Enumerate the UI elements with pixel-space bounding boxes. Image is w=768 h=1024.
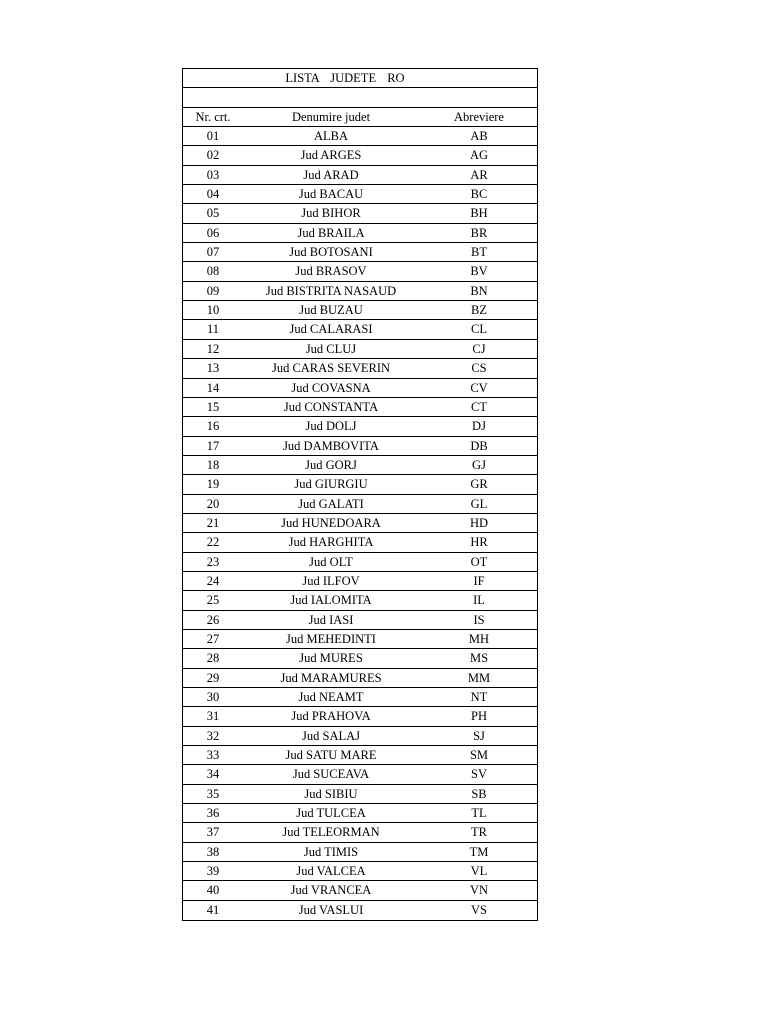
row-nr: 06 [206,225,220,240]
row-county-name: Jud DAMBOVITA [283,438,379,453]
row-county-name: Jud DOLJ [305,419,357,434]
row-abbreviation: OT [470,554,488,569]
table-row [183,843,537,862]
row-nr: 16 [206,419,220,434]
row-nr: 08 [206,264,220,279]
row-nr: 02 [206,148,220,163]
row-abbreviation: MS [469,651,489,666]
table-row [183,727,537,746]
row-county-name: Jud BOTOSANI [289,245,373,260]
row-county-name: Jud BRASOV [295,264,367,279]
table-row [183,437,537,456]
row-abbreviation: BH [470,206,488,221]
row-abbreviation: BV [470,264,488,279]
row-nr: 27 [206,631,220,646]
header-name: Denumire judet [291,109,371,124]
table-row [183,243,537,262]
row-abbreviation: DJ [472,419,486,434]
row-abbreviation: TM [469,844,489,859]
row-nr: 24 [206,573,220,588]
row-abbreviation: SJ [473,728,485,743]
row-nr: 18 [206,457,220,472]
row-county-name: Jud ARGES [300,148,362,163]
row-nr: 25 [206,593,220,608]
row-abbreviation: BN [470,283,488,298]
row-county-name: Jud ARAD [303,167,359,182]
row-nr: 13 [206,361,220,376]
row-abbreviation: CT [471,399,487,414]
row-nr: 19 [206,477,220,492]
row-county-name: Jud ILFOV [302,573,360,588]
table-row [183,553,537,572]
row-abbreviation: SB [471,786,487,801]
row-county-name: Jud HARGHITA [288,535,374,550]
spacer-row [183,88,537,107]
row-nr: 28 [206,651,220,666]
row-county-name: Jud SATU MARE [285,748,377,763]
row-county-name: Jud BACAU [298,187,364,202]
row-abbreviation: HR [470,535,488,550]
row-abbreviation: BT [471,245,487,260]
table-row [183,823,537,842]
row-county-name: Jud MEHEDINTI [286,631,376,646]
row-county-name: Jud IASI [308,612,354,627]
row-county-name: Jud SUCEAVA [292,767,370,782]
row-county-name: Jud GIURGIU [294,477,368,492]
row-abbreviation: MH [468,631,490,646]
row-county-name: Jud CALARASI [289,322,373,337]
table-row [183,495,537,514]
row-county-name: ALBA [313,129,349,144]
row-nr: 04 [206,187,220,202]
table-row [183,901,537,920]
row-abbreviation: AG [469,148,489,163]
row-nr: 12 [206,341,220,356]
row-nr: 34 [206,767,220,782]
row-county-name: Jud CONSTANTA [283,399,379,414]
table-row [183,301,537,320]
table-title-row [183,69,537,88]
row-abbreviation: MM [467,670,491,685]
table-row [183,514,537,533]
row-nr: 29 [206,670,220,685]
table-row [183,669,537,688]
row-nr: 32 [206,728,220,743]
table-row [183,166,537,185]
table-row [183,320,537,339]
row-county-name: Jud GORJ [305,457,357,472]
row-county-name: Jud MURES [299,651,363,666]
row-abbreviation: BR [470,225,488,240]
row-county-name: Jud VALCEA [296,864,366,879]
row-abbreviation: VN [469,883,489,898]
row-nr: 03 [206,167,220,182]
row-county-name: Jud TIMIS [303,844,359,859]
table-row [183,398,537,417]
row-county-name: Jud NEAMT [298,690,364,704]
row-abbreviation: DB [470,438,488,453]
table-row [183,146,537,165]
header-abbr: Abreviere [454,109,504,124]
row-abbreviation: SV [471,767,487,782]
row-nr: 20 [206,496,220,511]
row-county-name: Jud GALATI [298,496,364,511]
table-row [183,862,537,881]
row-nr: 21 [206,515,220,530]
row-county-name: Jud MARAMURES [280,670,382,685]
row-county-name: Jud VRANCEA [290,883,372,898]
table-row [183,456,537,475]
row-nr: 39 [206,864,220,879]
table-row [183,611,537,630]
row-nr: 11 [206,322,220,337]
row-nr: 15 [206,399,220,414]
row-abbreviation: GJ [472,457,486,472]
table-row [183,475,537,494]
row-nr: 05 [206,206,220,221]
row-abbreviation: NT [470,690,488,704]
row-abbreviation: GR [470,477,488,492]
table-row [183,572,537,591]
row-county-name: Jud SIBIU [304,786,358,801]
table-row [183,881,537,900]
row-abbreviation: TL [471,806,487,821]
table-row [183,765,537,784]
row-nr: 41 [206,902,220,917]
row-nr: 07 [206,245,220,260]
row-county-name: Jud COVASNA [291,380,371,395]
row-abbreviation: TR [471,825,487,840]
table-row [183,262,537,281]
row-county-name: Jud CARAS SEVERIN [271,361,391,376]
header-row [183,108,537,127]
row-county-name: Jud OLT [309,554,353,569]
row-county-name: Jud TELEORMAN [282,825,380,840]
row-nr: 33 [206,748,220,763]
row-nr: 10 [206,303,220,318]
table-row [183,630,537,649]
row-abbreviation: HD [469,515,489,530]
table-row [183,649,537,668]
row-nr: 31 [206,709,220,724]
table-row [183,804,537,823]
table-row [183,379,537,398]
table-row [183,417,537,436]
row-nr: 09 [206,283,220,298]
table-row [183,591,537,610]
row-abbreviation: VL [470,864,488,879]
header-nr: Nr. crt. [195,109,231,124]
row-county-name: Jud BISTRITA NASAUD [265,283,397,298]
table-row [183,707,537,726]
row-abbreviation: IS [473,612,485,627]
table-row [183,127,537,146]
row-abbreviation: IF [473,573,485,588]
row-county-name: Jud PRAHOVA [291,709,371,724]
table-row [183,688,537,707]
row-nr: 30 [206,690,220,704]
table-row [183,340,537,359]
row-county-name: Jud TULCEA [296,806,366,821]
table-row [183,746,537,765]
row-abbreviation: BC [470,187,488,202]
row-nr: 17 [206,438,220,453]
table-row [183,533,537,552]
row-abbreviation: IL [473,593,485,608]
table-row [183,282,537,301]
row-county-name: Jud BUZAU [299,303,363,318]
row-county-name: Jud VASLUI [298,902,364,917]
row-county-name: Jud BRAILA [297,225,365,240]
row-abbreviation: CJ [472,341,486,356]
row-county-name: Jud IALOMITA [290,593,372,608]
table-row [183,224,537,243]
row-nr: 36 [206,806,220,821]
row-abbreviation: SM [469,748,489,763]
row-abbreviation: AB [470,129,488,144]
table-row [183,785,537,804]
row-county-name: Jud CLUJ [305,341,357,356]
row-nr: 37 [206,825,220,840]
row-county-name: Jud SALAJ [302,728,360,743]
table-row [183,359,537,378]
table-row [183,204,537,223]
row-abbreviation: AR [470,167,488,182]
table-row [183,185,537,204]
row-nr: 38 [206,844,220,859]
row-abbreviation: BZ [471,303,487,318]
row-nr: 01 [206,129,220,144]
row-nr: 40 [206,883,220,898]
row-county-name: Jud HUNEDOARA [281,515,381,530]
row-abbreviation: PH [471,709,487,724]
row-abbreviation: CV [470,380,488,395]
row-nr: 22 [206,535,220,550]
row-abbreviation: CS [471,361,487,376]
row-abbreviation: CL [471,322,487,337]
row-county-name: Jud BIHOR [301,206,361,221]
row-abbreviation: VS [471,902,487,917]
row-nr: 23 [206,554,220,569]
row-nr: 35 [206,786,220,801]
row-abbreviation: GL [470,496,488,511]
row-nr: 26 [206,612,220,627]
row-nr: 14 [206,380,220,395]
table-title: LISTA JUDETE RO [285,71,405,85]
county-list-table [182,68,538,921]
